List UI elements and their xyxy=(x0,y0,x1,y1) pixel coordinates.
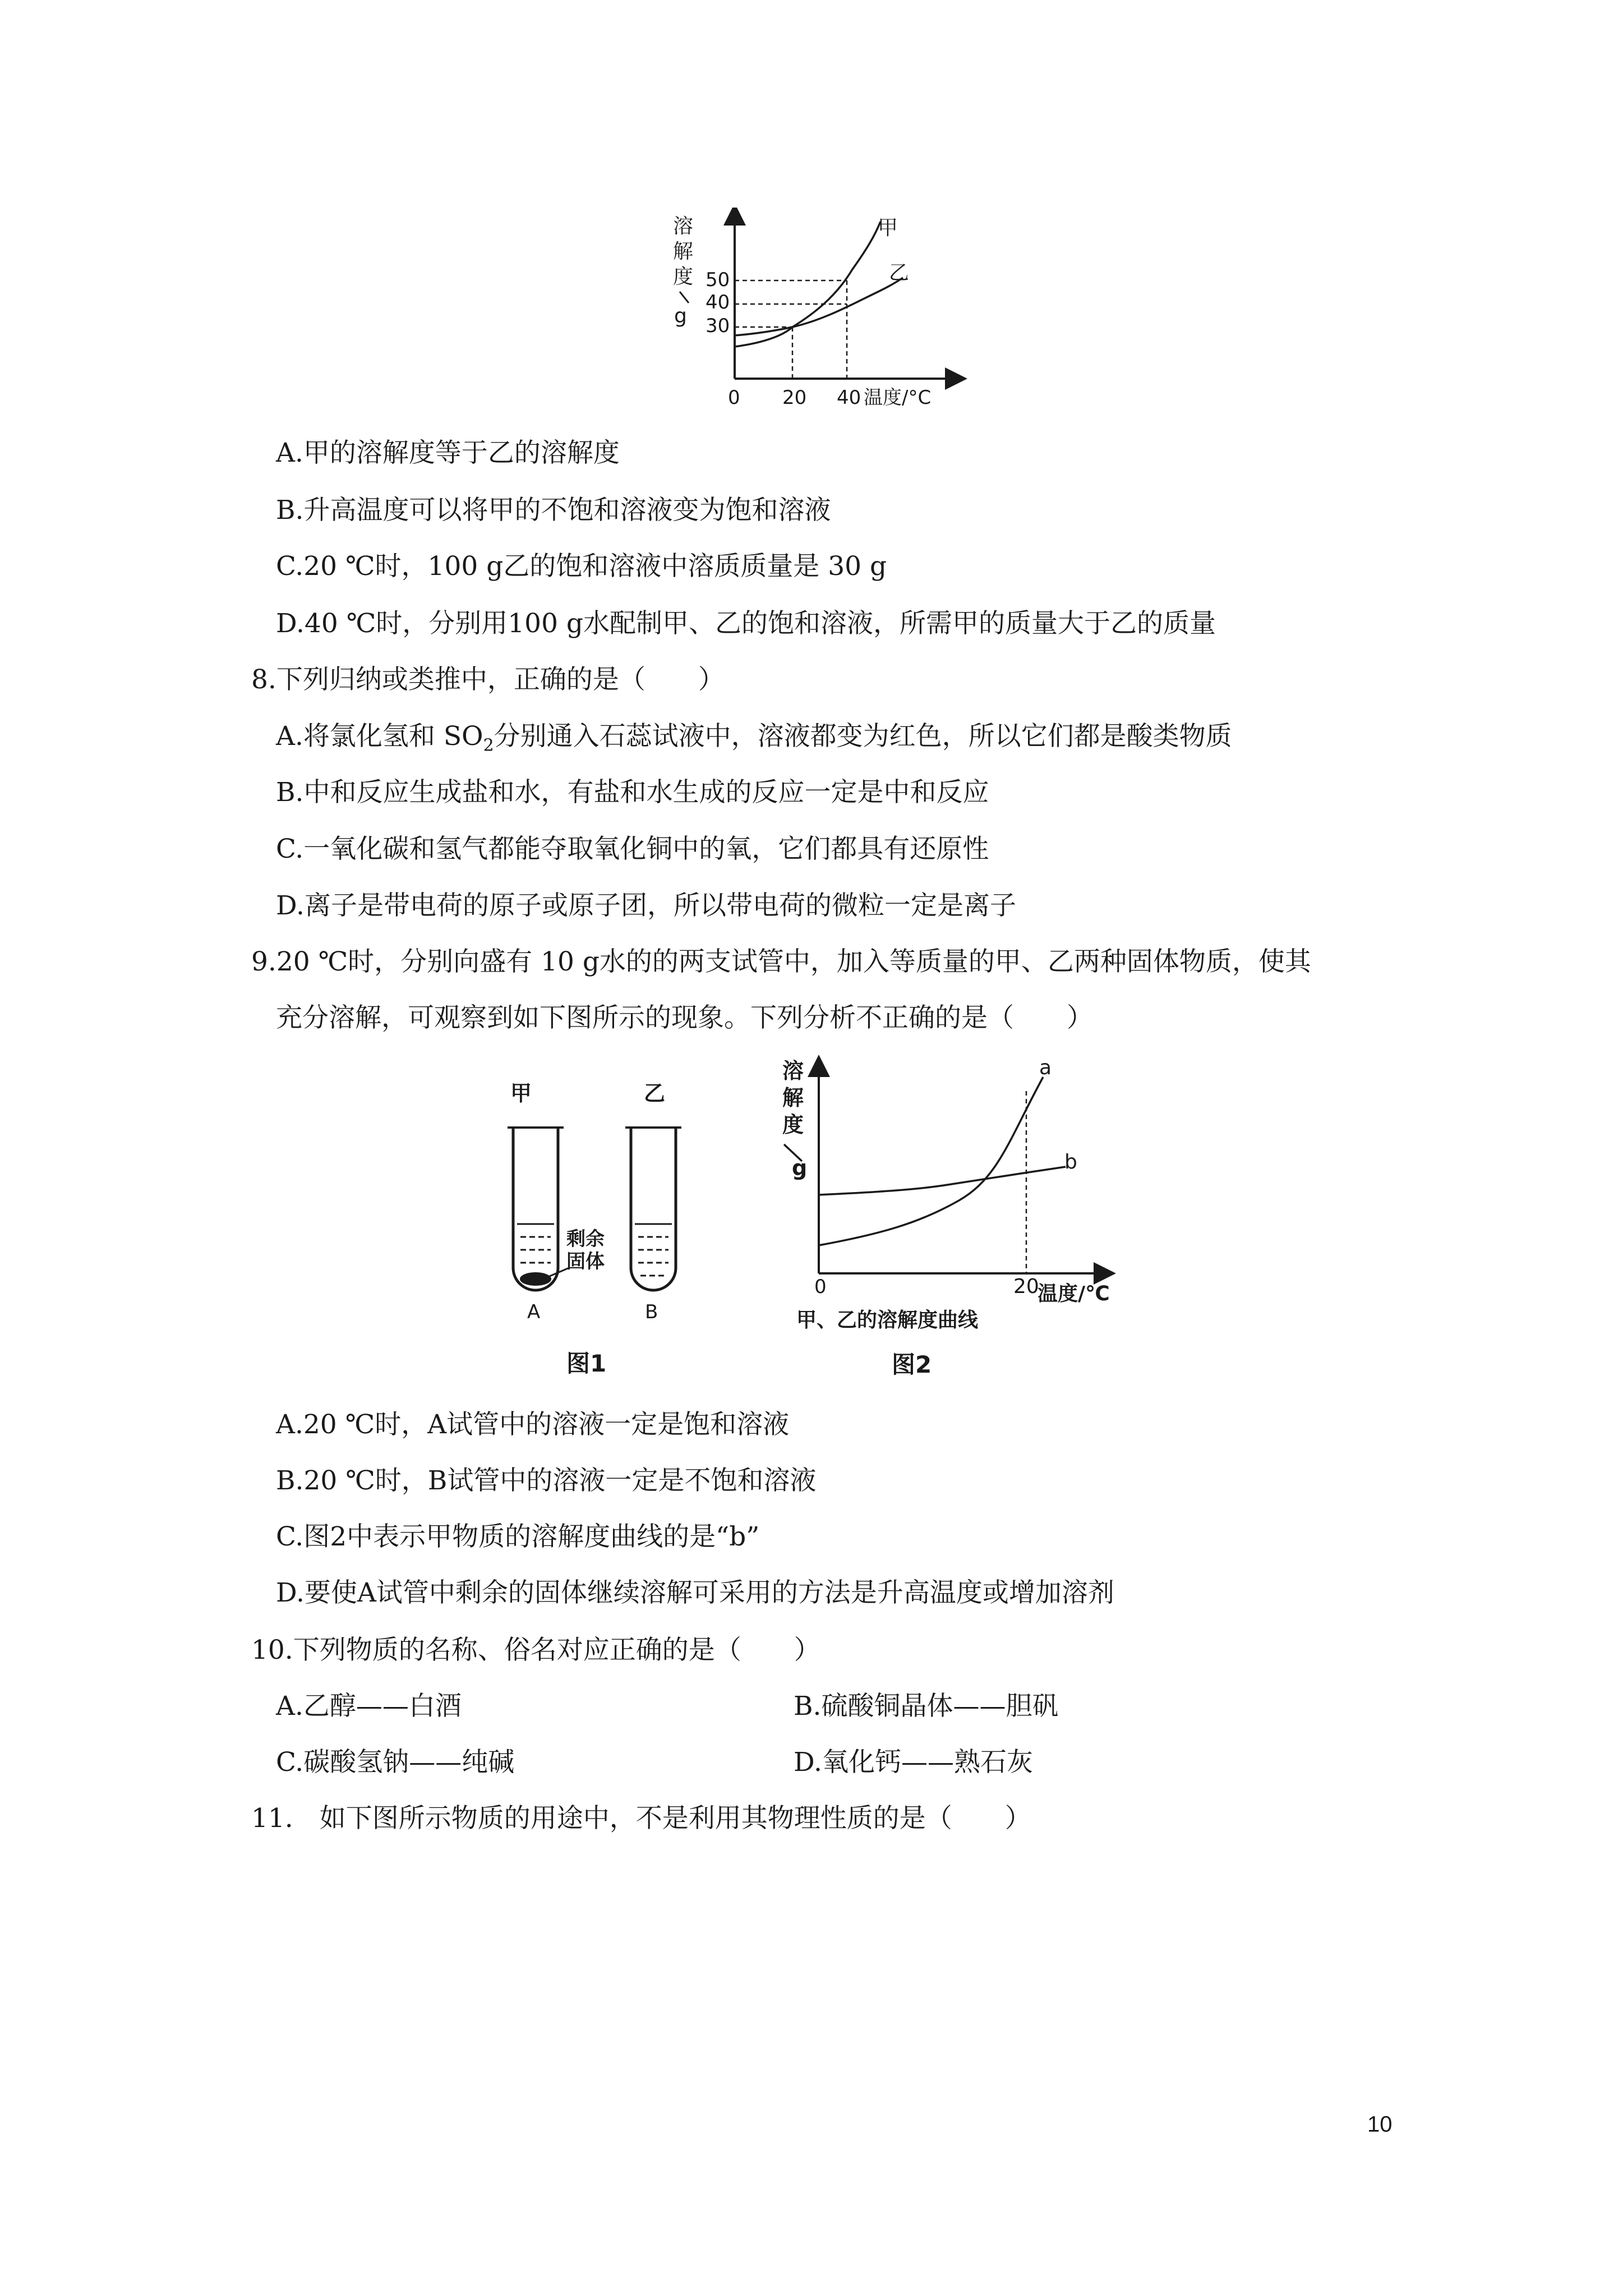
x-tick-label: 0 xyxy=(728,386,740,409)
curve-label-yi: 乙 xyxy=(889,261,910,284)
x-tick-label: 20 xyxy=(782,386,807,409)
figure-2-caption: 图2 xyxy=(892,1351,932,1378)
curve-label-jia: 甲 xyxy=(878,217,898,240)
solubility-chart-2 xyxy=(780,1055,1161,1391)
curve-label-a: a xyxy=(1039,1056,1052,1079)
curve-jia xyxy=(735,222,880,347)
y-axis-label-char: 溶 xyxy=(673,215,694,238)
y-axis-label-char: 溶 xyxy=(782,1059,804,1083)
solubility-chart-1 xyxy=(667,208,970,412)
q8-option-d: D.离子是带电荷的原子或原子团，所以带电荷的微粒一定是离子 xyxy=(276,890,1016,921)
tube-letter-b: B xyxy=(645,1301,658,1323)
test-tube-figure xyxy=(494,1077,707,1391)
q8-option-a: A.将氯化氢和 $SO_2$分别通入石蕊试液中，溶液都变为红色，所以它们都是酸类物质 xyxy=(276,721,1232,756)
q10-option-a: A.乙醇——白酒 xyxy=(276,1691,462,1722)
q9-option-a: A.20 ℃时，A试管中的溶液一定是饱和溶液 xyxy=(276,1409,790,1440)
q9-stem-line2: 充分溶解，可观察到如下图所示的现象。下列分析不正确的是（ ） xyxy=(276,1002,1093,1033)
q10-option-c: C.碳酸氢钠——纯碱 xyxy=(276,1747,515,1778)
x-tick-label: 40 xyxy=(837,386,861,409)
q7-option-d: D.40 ℃时，分别用100 g水配制甲、乙的饱和溶液，所需甲的质量大于乙的质量 xyxy=(276,608,1216,639)
chart-subtitle: 甲、乙的溶解度曲线 xyxy=(796,1309,979,1332)
y-tick-label: 40 xyxy=(706,291,730,314)
tube-label-yi: 乙 xyxy=(644,1081,666,1106)
tube-label-jia: 甲 xyxy=(510,1081,532,1106)
q10-option-d: D.氧化钙——熟石灰 xyxy=(794,1747,1033,1778)
origin-label: 0 xyxy=(814,1276,827,1298)
curve-label-b: b xyxy=(1064,1151,1077,1174)
note-residual: 剩余 xyxy=(566,1228,605,1250)
q10-stem: 10.下列物质的名称、俗名对应正确的是（ ） xyxy=(251,1635,820,1665)
residual-solid xyxy=(520,1272,551,1286)
y-axis-label-char: 度 xyxy=(673,265,694,288)
y-axis-label-char: g xyxy=(792,1156,808,1180)
q7-option-b: B.升高温度可以将甲的不饱和溶液变为饱和溶液 xyxy=(276,495,831,526)
x-axis-label: 温度/℃ xyxy=(1038,1282,1110,1305)
test-tube-b xyxy=(631,1128,676,1290)
x-tick-label: 20 xyxy=(1013,1275,1039,1298)
page-number: 10 xyxy=(1367,2112,1393,2137)
curve-b xyxy=(819,1167,1066,1195)
y-tick-label: 30 xyxy=(706,315,730,337)
q9-option-d: D.要使A试管中剩余的固体继续溶解可采用的方法是升高温度或增加溶剂 xyxy=(276,1577,1114,1608)
tube-letter-a: A xyxy=(527,1301,541,1323)
q8-option-c: C.一氧化碳和氢气都能夺取氧化铜中的氧，它们都具有还原性 xyxy=(276,834,989,864)
q9-option-c: C.图2中表示甲物质的溶解度曲线的是“b” xyxy=(276,1521,760,1552)
figure-1-caption: 图1 xyxy=(566,1350,607,1377)
q7-option-c: C.20 ℃时，100 g乙的饱和溶液中溶质质量是 30 g xyxy=(276,551,887,582)
curve-a xyxy=(819,1077,1043,1245)
y-axis-label-char: 解 xyxy=(673,240,694,263)
x-axis-label: 温度/°C xyxy=(864,386,932,409)
q11-stem: 11. 如下图所示物质的用途中，不是利用其物理性质的是（ ） xyxy=(251,1803,1031,1834)
q8-stem: 8.下列归纳或类推中，正确的是（ ） xyxy=(251,664,725,695)
q8-option-b: B.中和反应生成盐和水，有盐和水生成的反应一定是中和反应 xyxy=(276,777,989,808)
q7-option-a: A.甲的溶解度等于乙的溶解度 xyxy=(276,438,620,468)
note-solid: 固体 xyxy=(566,1250,605,1273)
q9-stem-line1: 9.20 ℃时，分别向盛有 10 g水的的两支试管中，加入等质量的甲、乙两种固体物质，使其 xyxy=(251,946,1311,977)
y-axis-label-char: 解 xyxy=(782,1085,804,1110)
q9-option-b: B.20 ℃时，B试管中的溶液一定是不饱和溶液 xyxy=(276,1465,817,1496)
test-tube-a xyxy=(513,1128,558,1290)
y-tick-label: 50 xyxy=(706,269,730,291)
q10-option-b: B.硫酸铜晶体——胆矾 xyxy=(794,1691,1059,1722)
y-axis-label-char: 度 xyxy=(782,1112,804,1137)
y-axis-label-char: g xyxy=(674,305,687,328)
